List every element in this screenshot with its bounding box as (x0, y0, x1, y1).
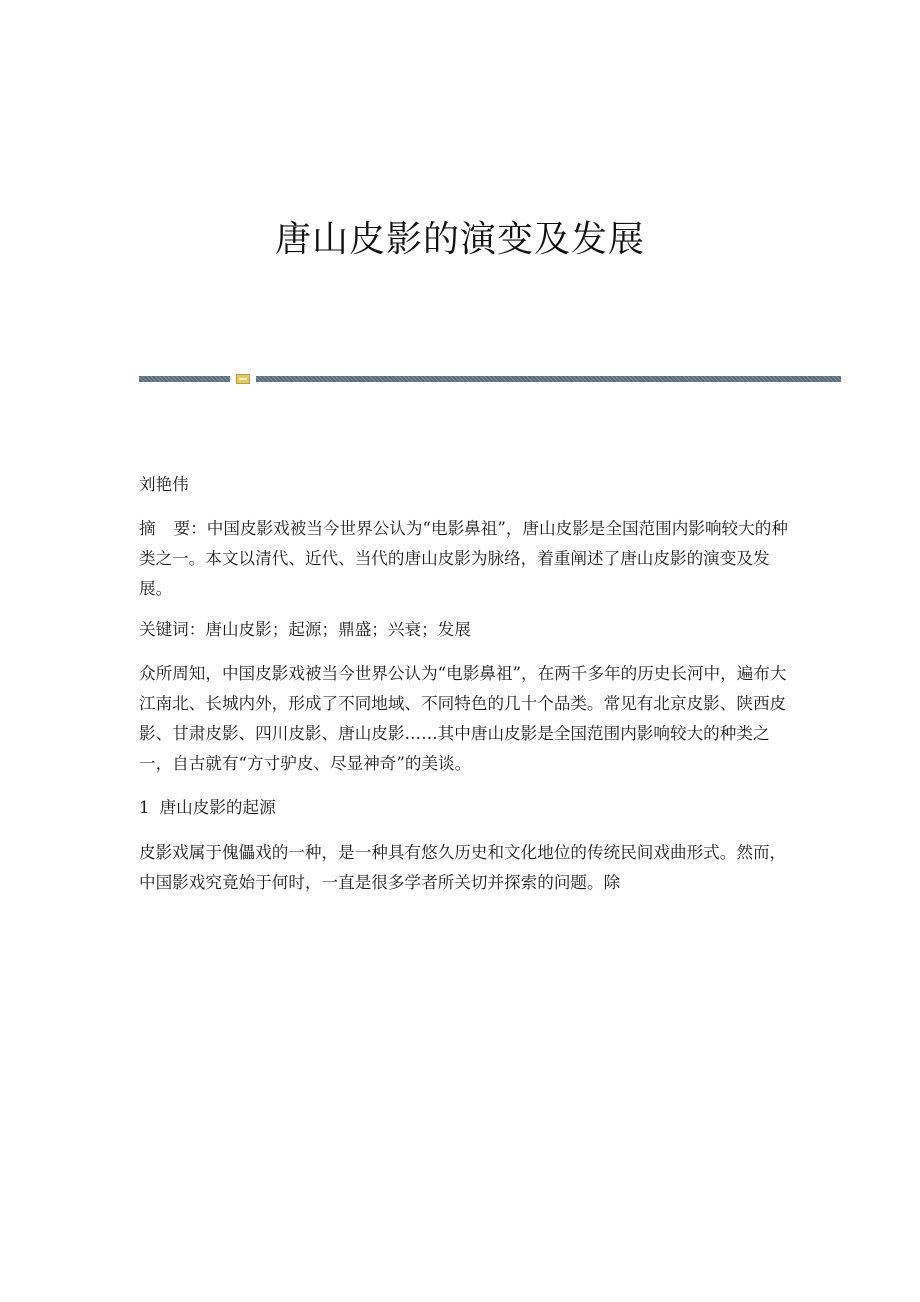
section-paragraph: 皮影戏属于傀儡戏的一种，是一种具有悠久历史和文化地位的传统民间戏曲形式。然而，中国影戏究竟始于何时，一直是很多学者所关切并探索的问题。除 (139, 843, 787, 892)
keywords-label: 关键词： (139, 620, 206, 639)
document-body (139, 470, 789, 912)
keywords (139, 615, 789, 645)
divider-bar-left (139, 376, 230, 382)
author-name: 刘艳伟 (139, 475, 189, 494)
intro-paragraph: 众所周知，中国皮影戏被当今世界公认为“电影鼻祖”，在两千多年的历史长河中，遍布大江南北、长城内外，形成了不同地域、不同特色的几十个品类。常见有北京皮影、陕西皮影、甘肃皮影、四川皮影、唐山皮影……其中唐山皮影是全国范围内影响较大的种类之一，自古就有“方寸驴皮、尽显神奇”的美谈。 (139, 664, 787, 773)
abstract-label-1: 摘 (139, 519, 156, 538)
keywords-text: 唐山皮影；起源；鼎盛；兴衰；发展 (205, 620, 471, 639)
abstract (139, 514, 789, 604)
abstract-text: 中国皮影戏被当今世界公认为“电影鼻祖”，唐山皮影是全国范围内影响较大的种类之一。本文以清代、近代、当代的唐山皮影为脉络，着重阐述了唐山皮影的演变及发展。 (139, 519, 788, 598)
title-divider (139, 374, 841, 384)
section-heading-text: 唐山皮影的起源 (159, 798, 276, 817)
section-heading (139, 793, 789, 823)
abstract-label-2: 要： (173, 519, 207, 538)
divider-bar-right (256, 376, 841, 382)
section-number: 1 (139, 798, 150, 817)
divider-ornament-icon (236, 374, 250, 384)
document-title: 唐山皮影的演变及发展 (274, 219, 645, 260)
